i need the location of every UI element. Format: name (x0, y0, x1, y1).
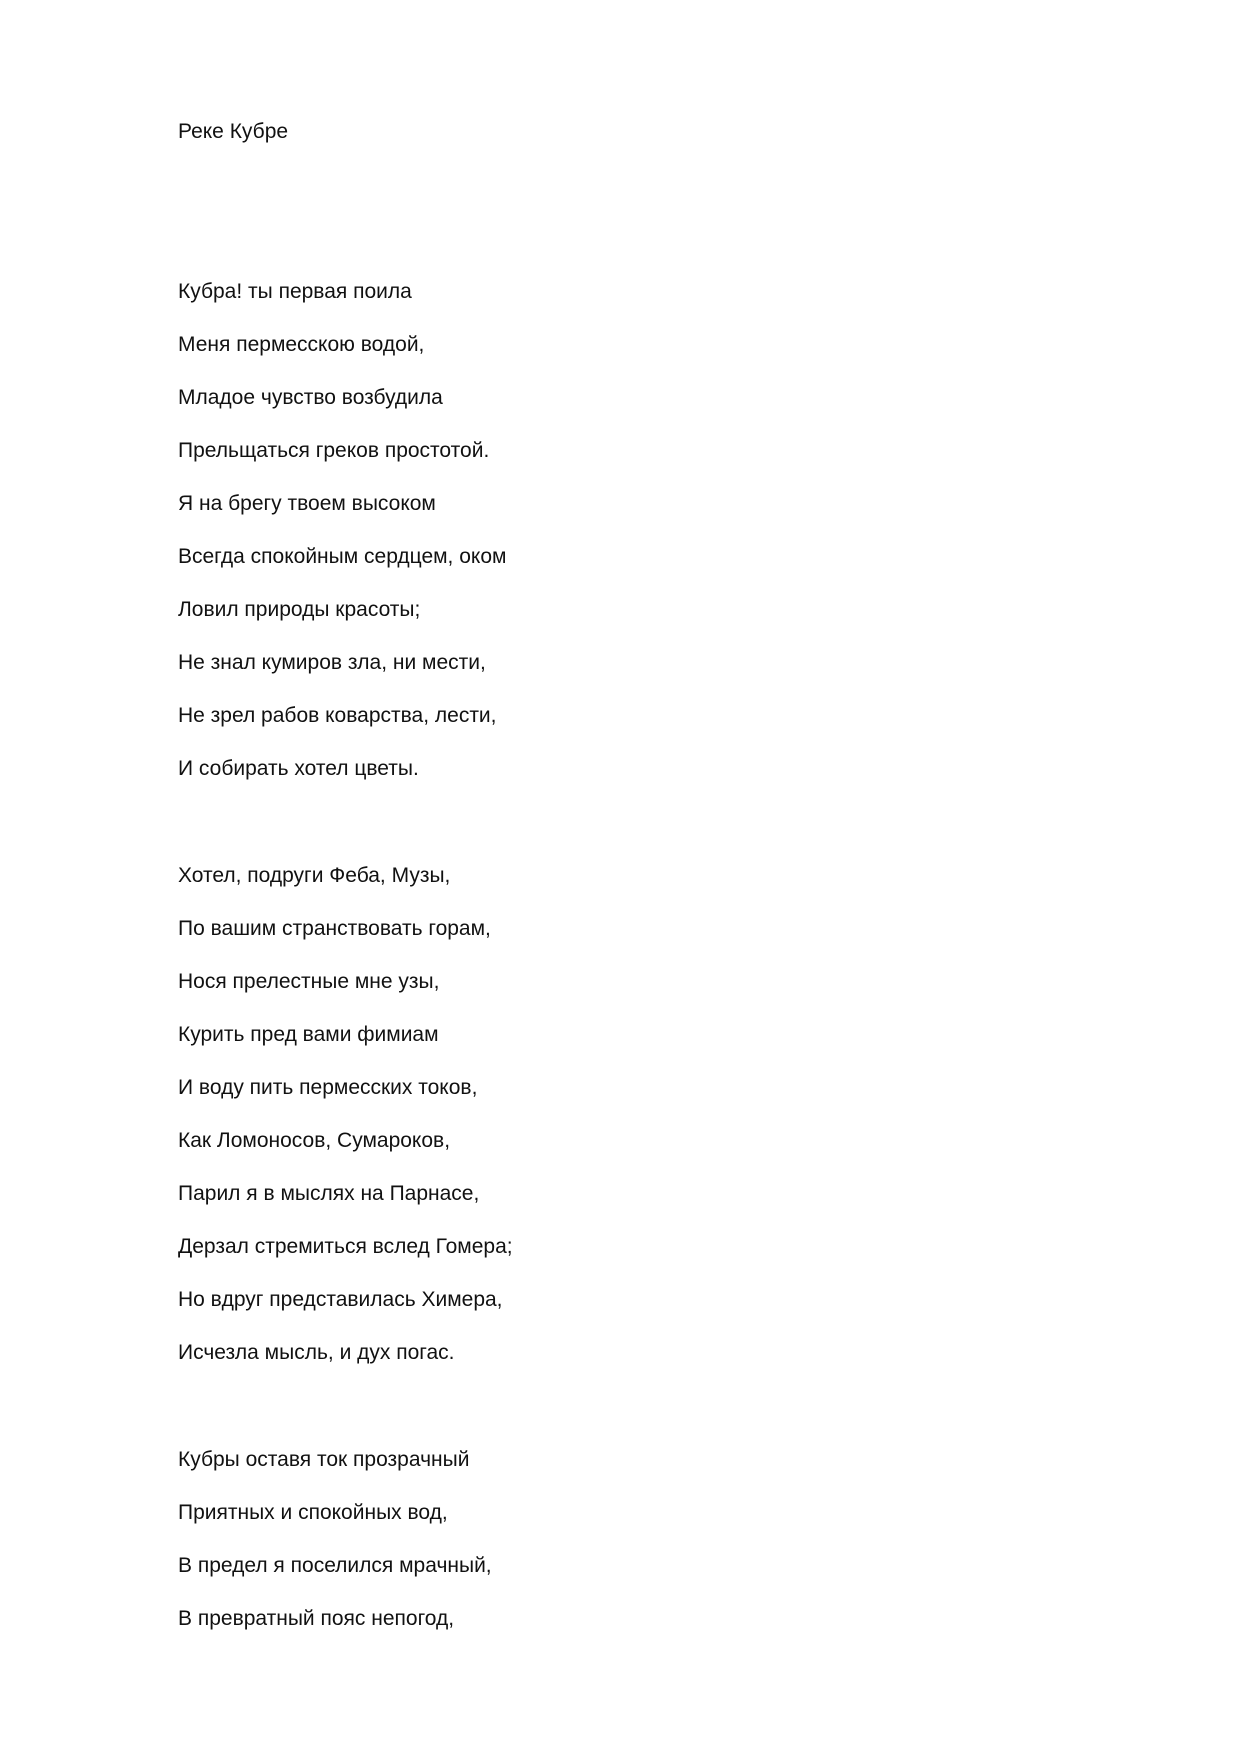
poem-line: Я на брегу твоем высоком (178, 492, 436, 515)
poem-line: Младое чувство возбудила (178, 386, 443, 409)
poem-line: Хотел, подруги Феба, Музы, (178, 864, 451, 887)
poem-line: Курить пред вами фимиам (178, 1023, 439, 1046)
stanza-1 (178, 278, 506, 808)
poem-title: Реке Кубре (178, 120, 289, 143)
poem-line: Парил я в мыслях на Парнасе, (178, 1182, 480, 1205)
poem-line: Не зрел рабов коварства, лести, (178, 704, 497, 727)
poem-line: Кубры оставя ток прозрачный (178, 1448, 470, 1471)
poem-line: В превратный пояс непогод, (178, 1607, 455, 1630)
poem-line: Кубра! ты первая поила (178, 280, 412, 303)
poem-line: В предел я поселился мрачный, (178, 1554, 492, 1577)
poem-line: Приятных и спокойных вод, (178, 1501, 448, 1524)
poem-line: Но вдруг представилась Химера, (178, 1288, 503, 1311)
poem-line: По вашим странствовать горам, (178, 917, 491, 940)
poem-line: Прельщаться греков простотой. (178, 439, 490, 462)
poem-line: И воду пить пермесских токов, (178, 1076, 478, 1099)
poem-line: Всегда спокойным сердцем, оком (178, 545, 507, 568)
poem-line: Нося прелестные мне узы, (178, 970, 440, 993)
poem-line: Исчезла мысль, и дух погас. (178, 1341, 455, 1364)
poem-line: Меня пермесскою водой, (178, 333, 425, 356)
poem-line: И собирать хотел цветы. (178, 757, 419, 780)
poem-line: Ловил природы красоты; (178, 598, 421, 621)
poem-line: Как Ломоносов, Сумароков, (178, 1129, 451, 1152)
stanza-2 (178, 862, 513, 1392)
poem-line: Дерзал стремиться вслед Гомера; (178, 1235, 513, 1258)
stanza-3 (178, 1446, 492, 1658)
poem-line: Не знал кумиров зла, ни мести, (178, 651, 486, 674)
